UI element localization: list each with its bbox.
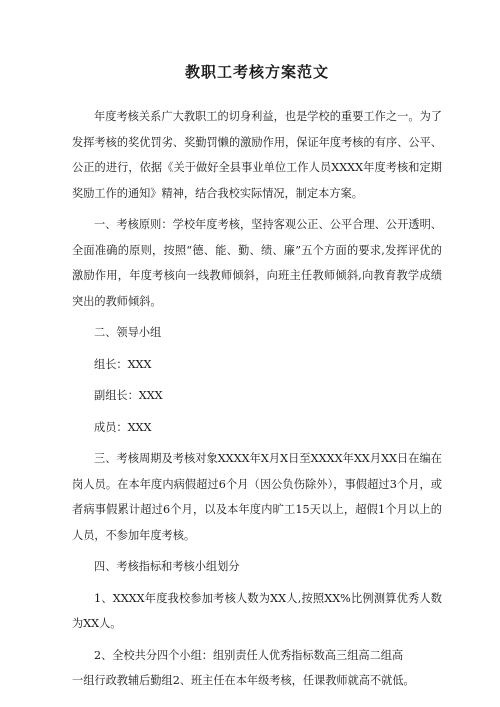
deputy-leader-line: 副组长：XXX [94,389,163,402]
document-title: 教职工考核方案范文 [184,63,329,81]
section-4-heading: 四、考核指标和考核小组划分 [94,560,240,573]
members-line: 成员：XXX [94,420,152,434]
section-4-item-2-line-2: 一组行政教辅后勤组2、班主任在本年级考核，任课教师就高不就低。 [72,674,415,687]
intro-paragraph: 年度考核关系广大教职工的切身利益，也是学校的重要工作之一。为了发挥考核的奖优罚劣、奖勤罚懒的激励作用，保证年度考核的有序、公平、公正的进行，依据《关于做好全县事业单位工作人员XXXX年度考核和定期奖励工作的通知》精神，结合我校实际情况，制定本方案。 [72,110,442,200]
section-4-item-1: 1、XXXX年度我校参加考核人数为XX人,按照XX%比例测算优秀人数为XX人。 [72,591,442,630]
section-2-heading: 二、领导小组 [94,326,162,339]
section-1-principles: 一、考核原则：学校年度考核，坚持客观公正、公平合理、公开透明、全面准确的原则，按照“德、能、勤、绩、廉”五个方面的要求,发挥评优的激励作用，年度考核向一线教师倾斜，向班主任教师倾斜,向教育教学成绩突出的教师倾斜。 [72,218,442,308]
leader-line: 组长：XXX [94,357,152,371]
section-3-period-and-scope: 三、考核周期及考核对象XXXX年X月X日至XXXX年XX月XX日在编在岗人员。在本年度内病假超过6个月（因公负伤除外），事假超过3个月，或者病事假累计超过6个月，以及本年度内旷工15天以上，超假1个月以上的人员，不参加年度考核。 [72,452,442,542]
section-4-item-2-line-1: 2、全校共分四个小组：组别责任人优秀指标数高三组高二组高 [94,648,404,662]
